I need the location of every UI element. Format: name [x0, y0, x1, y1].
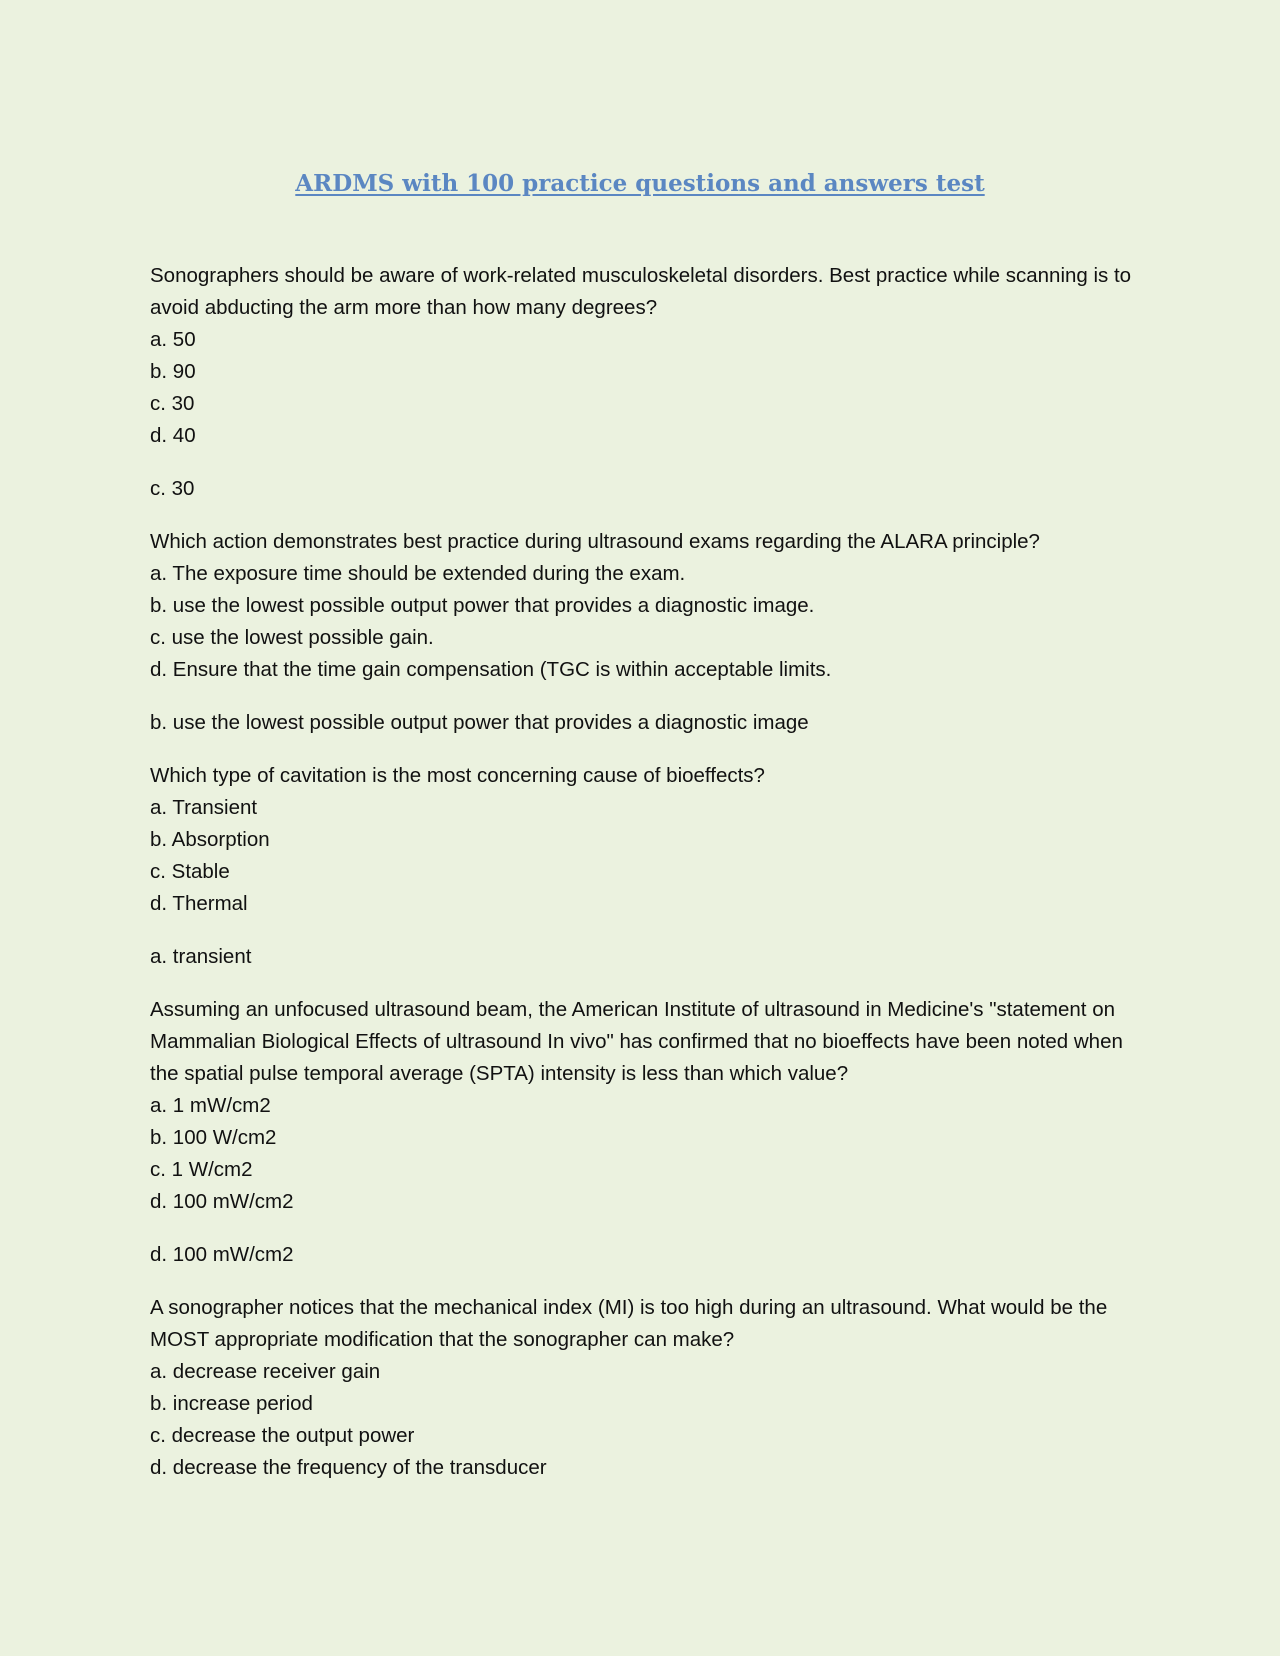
answer-text: c. 30: [150, 477, 195, 500]
answer-text: d. 100 mW/cm2: [150, 1243, 294, 1266]
option-d: d. 40: [150, 424, 196, 447]
question-block-1: [150, 260, 1140, 452]
option-d: d. 100 mW/cm2: [150, 1190, 294, 1213]
question-block-3: [150, 760, 1140, 920]
question-text: Which action demonstrates best practice during ultrasound exams regarding the ALARA principle?: [150, 530, 1040, 553]
option-b: b. Absorption: [150, 828, 270, 851]
option-d: d. Thermal: [150, 892, 248, 915]
answer-text: a. transient: [150, 945, 252, 968]
question-text: A sonographer notices that the mechanical index (MI) is too high during an ultrasound. What would be the MOST appropriate modification that the sonographer can make?: [150, 1296, 1108, 1351]
question-text: Which type of cavitation is the most concerning cause of bioeffects?: [150, 764, 765, 787]
option-b: b. use the lowest possible output power that provides a diagnostic image.: [150, 594, 815, 617]
option-c: c. decrease the output power: [150, 1424, 415, 1447]
option-a: a. The exposure time should be extended during the exam.: [150, 562, 686, 585]
option-a: a. 1 mW/cm2: [150, 1094, 271, 1117]
question-text: Sonographers should be aware of work-related musculoskeletal disorders. Best practice while scanning is to avoid abducting the arm more than how many degrees?: [150, 264, 1132, 319]
answer-text: b. use the lowest possible output power that provides a diagnostic image: [150, 711, 809, 734]
option-c: c. 30: [150, 392, 195, 415]
question-list: [150, 260, 1140, 1505]
question-block-4: [150, 994, 1140, 1218]
question-text: Assuming an unfocused ultrasound beam, the American Institute of ultrasound in Medicine's "statement on Mammalian Biological Effects of ultrasound In vivo" has confirmed that no bioeffects have been noted when the spatial pulse temporal average (SPTA) intensity is less than which value?: [150, 998, 1123, 1085]
option-c: c. 1 W/cm2: [150, 1158, 253, 1181]
question-block-5: [150, 1292, 1140, 1484]
document-title: ARDMS with 100 practice questions and answers test: [295, 170, 985, 197]
option-b: b. 100 W/cm2: [150, 1126, 277, 1149]
option-b: b. increase period: [150, 1392, 313, 1415]
option-c: c. use the lowest possible gain.: [150, 626, 434, 649]
option-d: d. Ensure that the time gain compensation (TGC is within acceptable limits.: [150, 658, 832, 681]
question-block-2: [150, 526, 1140, 686]
option-a: a. decrease receiver gain: [150, 1360, 381, 1383]
option-b: b. 90: [150, 360, 196, 383]
option-a: a. Transient: [150, 796, 258, 819]
option-c: c. Stable: [150, 860, 230, 883]
option-d: d. decrease the frequency of the transducer: [150, 1456, 547, 1479]
option-a: a. 50: [150, 328, 196, 351]
